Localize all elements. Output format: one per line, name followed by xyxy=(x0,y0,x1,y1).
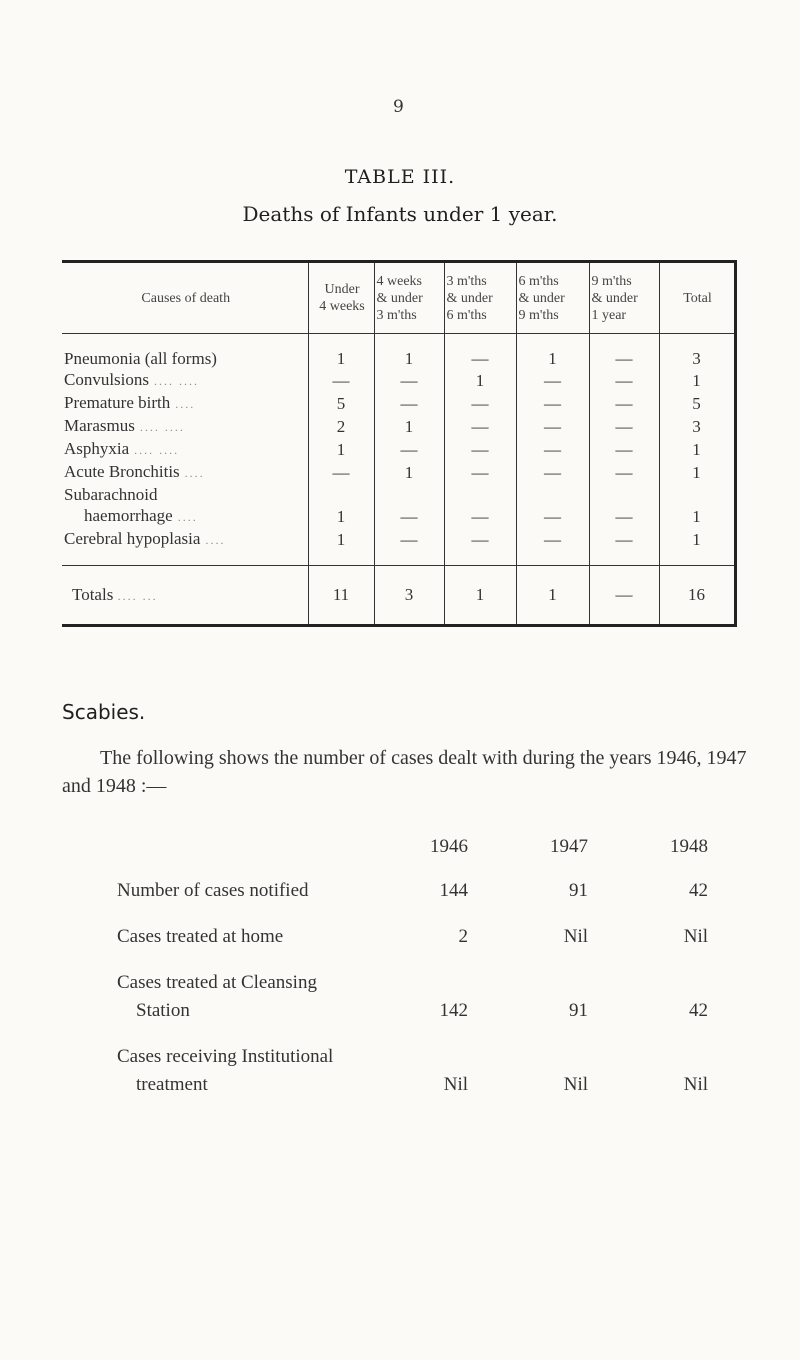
table-row xyxy=(62,461,735,484)
totals-cell: 3 xyxy=(374,566,444,626)
scabies-value-cell: Nil xyxy=(563,1074,588,1095)
scabies-value-cell: Nil xyxy=(443,1074,468,1095)
table-title: TABLE III. xyxy=(344,166,456,188)
value-cell: — xyxy=(589,528,659,566)
scabies-row-label: treatment xyxy=(136,1074,208,1095)
cause-cell: Pneumonia (all forms) xyxy=(64,349,217,368)
value-cell: 1 xyxy=(308,528,374,566)
cause-cell: haemorrhage .... xyxy=(84,506,198,525)
value-cell: — xyxy=(516,369,589,392)
scabies-value-cell: 91 xyxy=(569,1000,588,1021)
cause-cell: Acute Bronchitis .... xyxy=(64,462,205,481)
table-row xyxy=(62,528,735,566)
year-header: 1946 xyxy=(430,836,468,857)
infant-deaths-table xyxy=(62,260,737,627)
value-cell xyxy=(374,484,444,505)
scabies-value-cell: 91 xyxy=(569,880,588,901)
table-row xyxy=(62,369,735,392)
totals-cell: 1 xyxy=(516,566,589,626)
totals-cell: 1 xyxy=(444,566,516,626)
cause-cell: Subarachnoid xyxy=(64,485,158,504)
value-cell: 5 xyxy=(308,392,374,415)
value-cell: — xyxy=(308,461,374,484)
value-cell: — xyxy=(374,505,444,528)
value-cell: 1 xyxy=(659,438,735,461)
value-cell: 1 xyxy=(374,461,444,484)
table-row xyxy=(62,392,735,415)
totals-label: Totals .... ... xyxy=(62,566,308,626)
value-cell: 3 xyxy=(659,415,735,438)
scabies-row-label: Number of cases notified xyxy=(117,880,309,901)
value-cell: 1 xyxy=(659,505,735,528)
value-cell: — xyxy=(444,392,516,415)
value-cell: 1 xyxy=(516,334,589,370)
cause-cell: Marasmus .... .... xyxy=(64,416,185,435)
scabies-value-cell: Nil xyxy=(563,926,588,947)
scabies-value-cell: 2 xyxy=(458,926,468,947)
scabies-row-label: Cases receiving Institutional xyxy=(117,1046,334,1067)
scabies-heading: Scabies. xyxy=(62,700,146,724)
value-cell: — xyxy=(374,528,444,566)
value-cell: — xyxy=(516,528,589,566)
value-cell: 3 xyxy=(659,334,735,370)
value-cell: — xyxy=(444,505,516,528)
totals-cell: 11 xyxy=(308,566,374,626)
cause-cell: Asphyxia .... .... xyxy=(64,439,180,458)
scabies-row-label: Cases treated at Cleansing xyxy=(117,972,317,993)
cause-cell: Cerebral hypoplasia .... xyxy=(64,529,226,548)
scabies-row-label: Station xyxy=(136,1000,190,1021)
value-cell xyxy=(659,484,735,505)
page-number: 9 xyxy=(393,97,404,117)
table-row xyxy=(62,415,735,438)
value-cell: 1 xyxy=(374,334,444,370)
column-header-under-4-weeks: Under 4 weeks xyxy=(308,262,374,334)
value-cell xyxy=(589,484,659,505)
value-cell: 1 xyxy=(374,415,444,438)
scabies-value-cell: Nil xyxy=(683,926,708,947)
value-cell: 1 xyxy=(659,369,735,392)
value-cell: — xyxy=(374,438,444,461)
column-header-9-months-1-year: 9 m'ths & under 1 year xyxy=(589,262,659,334)
value-cell: — xyxy=(589,415,659,438)
value-cell: — xyxy=(516,505,589,528)
column-header-causes: Causes of death xyxy=(62,262,308,334)
table-row xyxy=(62,334,735,370)
value-cell: 1 xyxy=(444,369,516,392)
year-header: 1947 xyxy=(550,836,588,857)
value-cell: — xyxy=(589,369,659,392)
table-row xyxy=(62,484,735,505)
value-cell: — xyxy=(374,392,444,415)
table-body xyxy=(62,334,735,566)
scabies-value-cell: 42 xyxy=(689,1000,708,1021)
value-cell: 1 xyxy=(659,461,735,484)
scabies-value-cell: 144 xyxy=(439,880,468,901)
value-cell: — xyxy=(589,505,659,528)
value-cell: 1 xyxy=(659,528,735,566)
value-cell: — xyxy=(444,415,516,438)
value-cell: 1 xyxy=(308,334,374,370)
value-cell xyxy=(444,484,516,505)
value-cell: — xyxy=(444,528,516,566)
value-cell: — xyxy=(444,334,516,370)
scabies-intro: The following shows the number of cases dealt with during the years 1946, 1947 and 1948 :— xyxy=(62,747,747,797)
value-cell: — xyxy=(589,334,659,370)
value-cell: — xyxy=(589,438,659,461)
value-cell: — xyxy=(308,369,374,392)
value-cell: 2 xyxy=(308,415,374,438)
scabies-value-cell: 142 xyxy=(439,1000,468,1021)
value-cell: — xyxy=(589,461,659,484)
totals-cell: — xyxy=(589,566,659,626)
scabies-value-cell: Nil xyxy=(683,1074,708,1095)
table-row xyxy=(62,438,735,461)
value-cell xyxy=(516,484,589,505)
totals-cell: 16 xyxy=(659,566,735,626)
column-header-3-6-months: 3 m'ths & under 6 m'ths xyxy=(444,262,516,334)
value-cell: — xyxy=(516,415,589,438)
totals-row xyxy=(62,566,735,626)
scabies-row-label: Cases treated at home xyxy=(117,926,284,947)
year-header: 1948 xyxy=(670,836,708,857)
column-header-total: Total xyxy=(659,262,735,334)
value-cell: — xyxy=(589,392,659,415)
column-header-4-weeks-3-months: 4 weeks & under 3 m'ths xyxy=(374,262,444,334)
value-cell: — xyxy=(516,461,589,484)
cause-cell: Convulsions .... .... xyxy=(64,370,200,389)
table-header-row xyxy=(62,262,735,334)
value-cell: — xyxy=(516,438,589,461)
value-cell: 1 xyxy=(308,438,374,461)
value-cell xyxy=(308,484,374,505)
table-subtitle: Deaths of Infants under 1 year. xyxy=(242,202,558,226)
value-cell: — xyxy=(374,369,444,392)
value-cell: — xyxy=(444,461,516,484)
value-cell: — xyxy=(516,392,589,415)
cause-cell: Premature birth .... xyxy=(64,393,196,412)
value-cell: 1 xyxy=(308,505,374,528)
scabies-value-cell: 42 xyxy=(689,880,708,901)
value-cell: — xyxy=(444,438,516,461)
value-cell: 5 xyxy=(659,392,735,415)
table-row xyxy=(62,505,735,528)
column-header-6-9-months: 6 m'ths & under 9 m'ths xyxy=(516,262,589,334)
